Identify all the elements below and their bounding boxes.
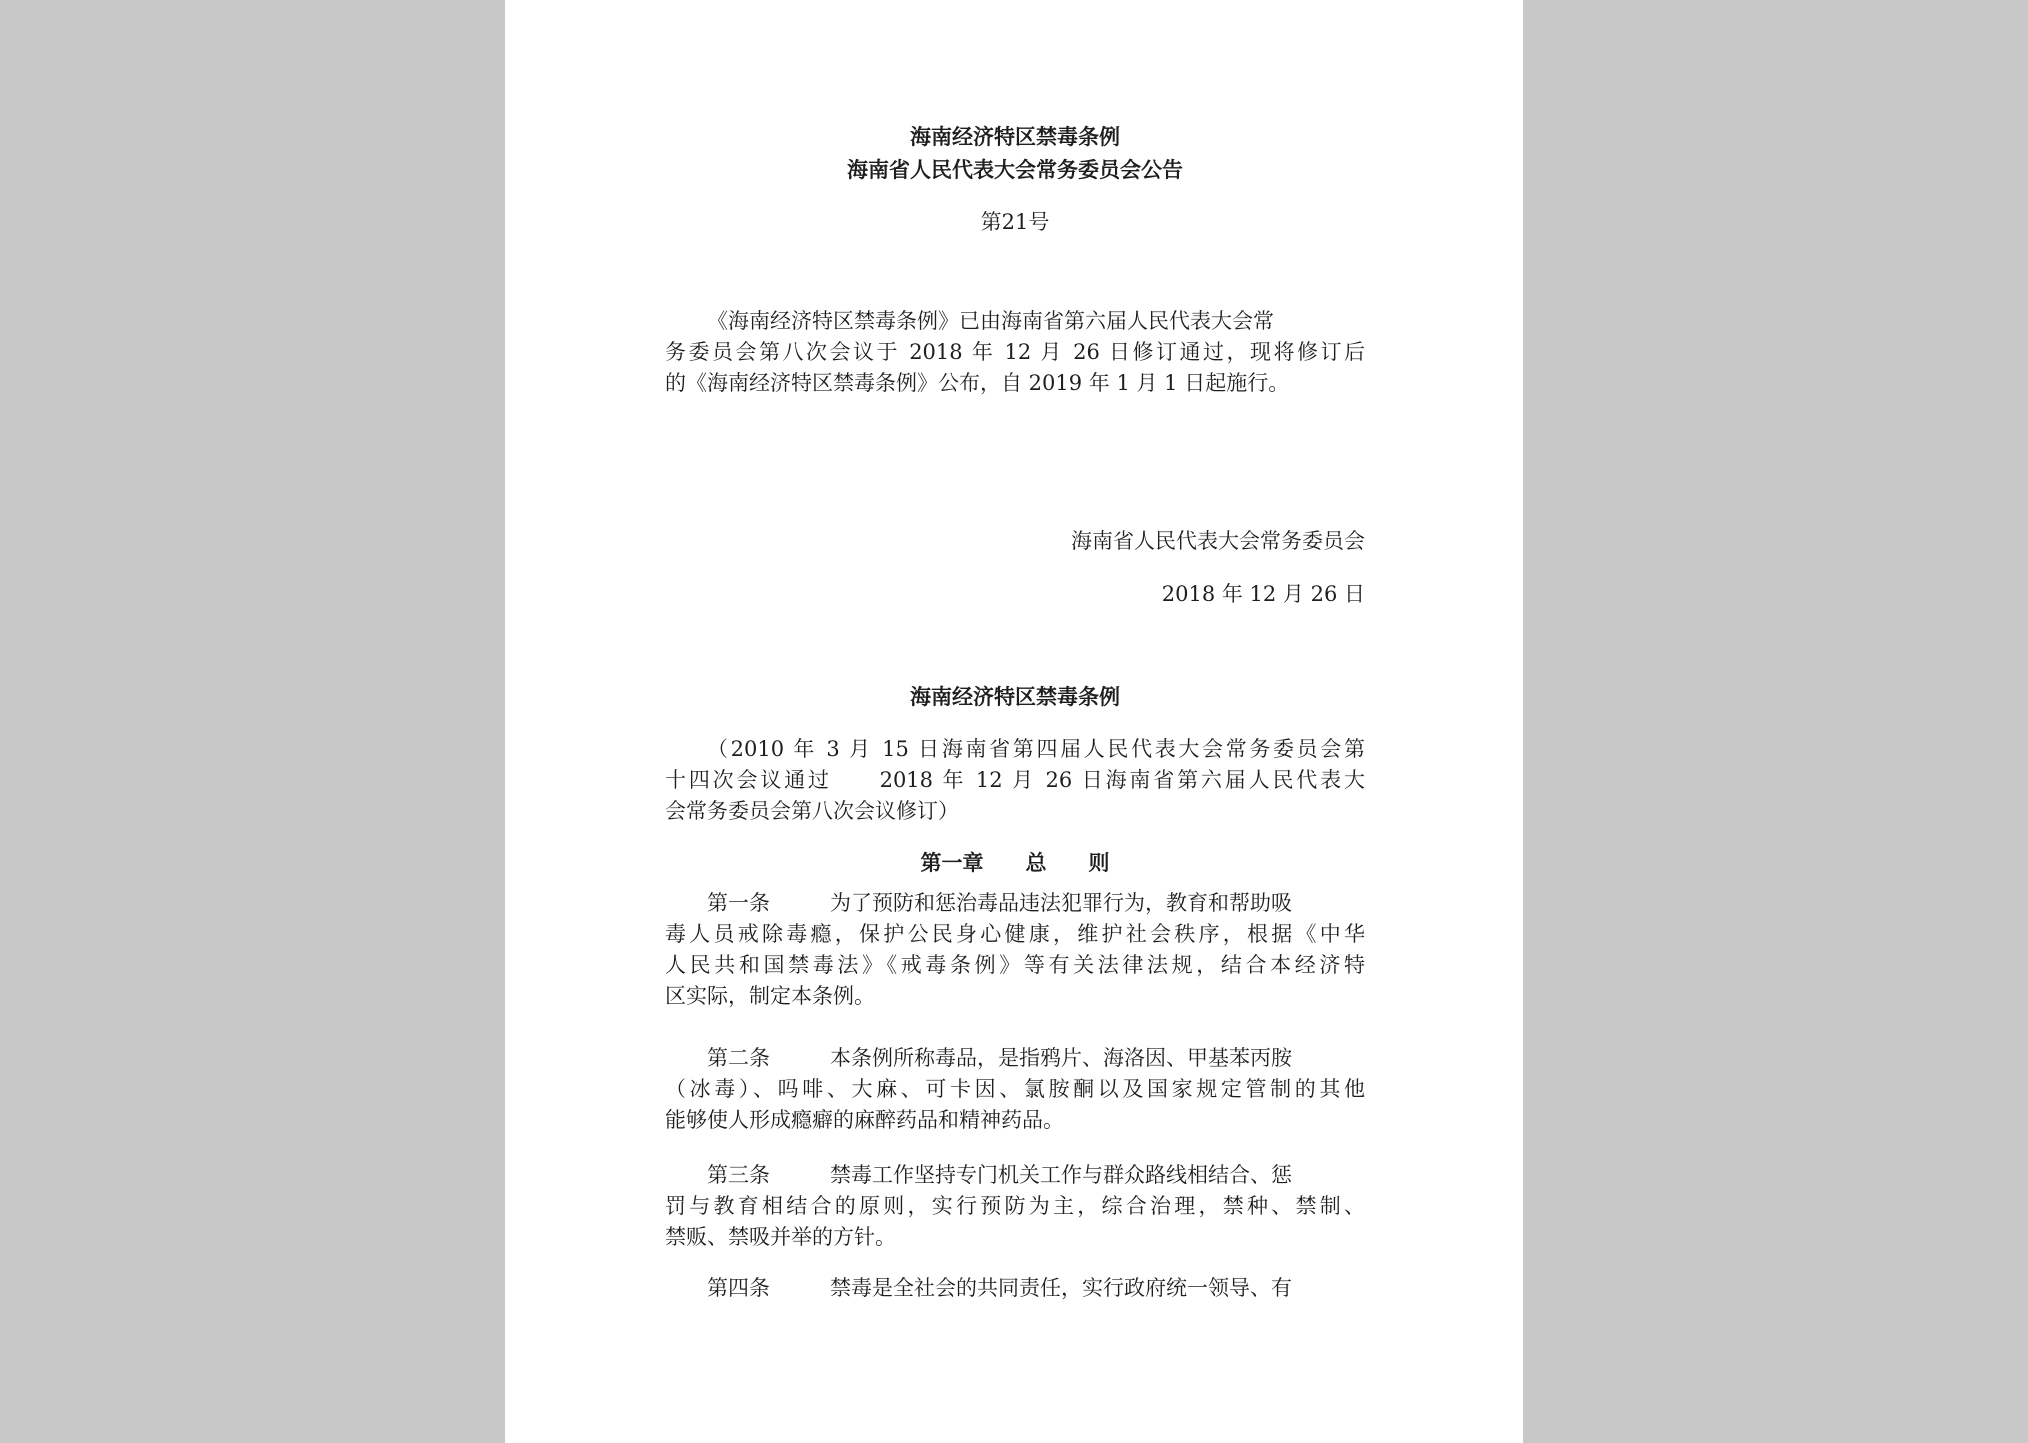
article-text: 禁毒是全社会的共同责任，实行政府统一领导、有 — [830, 1276, 1292, 1300]
announcement-line: 务委员会第八次会议于 2018 年 12 月 26 日修订通过，现将修订后 — [665, 340, 1365, 364]
document-page — [505, 0, 1523, 1443]
article-line: 能够使人形成瘾癖的麻醉药品和精神药品。 — [665, 1108, 1064, 1132]
article-line: 罚与教育相结合的原则，实行预防为主，综合治理，禁种、禁制、 — [665, 1194, 1365, 1218]
signature-organization: 海南省人民代表大会常务委员会 — [1071, 529, 1365, 553]
history-line: 十四次会议通过 2018 年 12 月 26 日海南省第六届人民代表大 — [665, 768, 1365, 792]
chapter-title: 第一章 总 则 — [920, 850, 1110, 875]
article-first-line — [707, 1043, 1365, 1073]
announcement-line: 的《海南经济特区禁毒条例》公布，自 2019 年 1 月 1 日起施行。 — [665, 371, 1290, 395]
article-line: 人民共和国禁毒法》《戒毒条例》等有关法律法规，结合本经济特 — [665, 953, 1365, 977]
article-label: 第四条 — [707, 1276, 770, 1300]
article-line: （冰毒）、吗啡、大麻、可卡因、氯胺酮以及国家规定管制的其他 — [665, 1077, 1365, 1101]
announcement-line: 《海南经济特区禁毒条例》已由海南省第六届人民代表大会常 — [707, 309, 1274, 333]
article-label: 第一条 — [707, 891, 770, 915]
article-line: 禁贩、禁吸并举的方针。 — [665, 1225, 896, 1249]
header-title: 海南经济特区禁毒条例 — [910, 124, 1120, 149]
header-subtitle: 海南省人民代表大会常务委员会公告 — [847, 157, 1183, 182]
article-text: 禁毒工作坚持专门机关工作与群众路线相结合、惩 — [830, 1163, 1292, 1187]
article-first-line — [707, 1273, 1365, 1303]
article-line: 区实际，制定本条例。 — [665, 984, 875, 1008]
article-text: 为了预防和惩治毒品违法犯罪行为，教育和帮助吸 — [830, 891, 1292, 915]
article-line: 毒人员戒除毒瘾，保护公民身心健康，维护社会秩序，根据《中华 — [665, 922, 1365, 946]
article-first-line — [707, 1160, 1365, 1190]
history-line: （2010 年 3 月 15 日海南省第四届人民代表大会常务委员会第 — [707, 737, 1365, 761]
history-line: 会常务委员会第八次会议修订） — [665, 799, 959, 823]
signature-date: 2018 年 12 月 26 日 — [1161, 582, 1365, 606]
article-label: 第二条 — [707, 1046, 770, 1070]
article-text: 本条例所称毒品，是指鸦片、海洛因、甲基苯丙胺 — [830, 1046, 1292, 1070]
article-first-line — [707, 888, 1365, 918]
regulation-title: 海南经济特区禁毒条例 — [910, 684, 1120, 709]
announcement-number: 第21号 — [980, 210, 1050, 234]
article-label: 第三条 — [707, 1163, 770, 1187]
